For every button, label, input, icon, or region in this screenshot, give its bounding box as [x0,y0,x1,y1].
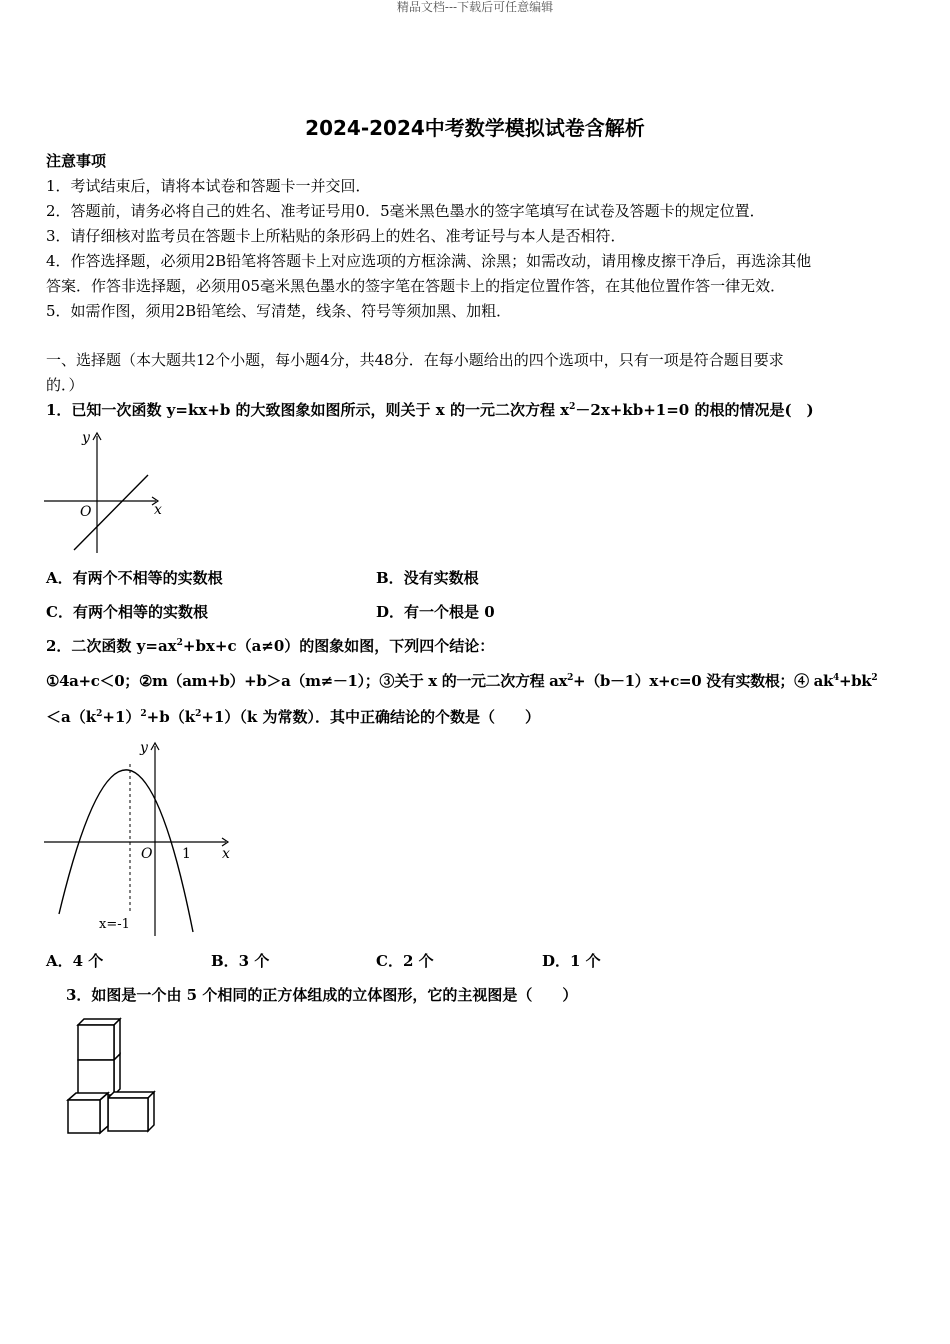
section-heading: 一、选择题（本大题共12个小题，每小题4分，共48分．在每小题给出的四个选项中，只有一项是符合题目要求 [46,351,784,369]
q2-option-d: D．1 个 [542,952,601,970]
q2-parabola-graph [44,736,240,938]
notice-item: 3．请仔细核对监考员在答题卡上所粘贴的条形码上的姓名、准考证号与本人是否相符． [46,227,626,245]
y-axis-label: y [82,430,90,446]
q1-option-b: B．没有实数根 [376,569,479,587]
q2-conclusions-cont: $<a(k^2+1)^2+b(k^2+1)(k$ 为常数）．其中正确结论的个数是（ ） [46,708,541,726]
notice-item: 4．作答选择题，必须用2B铅笔将答题卡上对应选项的方框涂满、涂黑；如需改动，请用橡皮擦干净后，再选涂其他 [46,252,812,270]
origin-label: O [80,504,92,520]
section-heading-cont: 的．） [46,376,84,394]
notice-item: 5．如需作图，须用2B铅笔绘、写清楚，线条、符号等须加黑、加粗． [46,302,512,320]
q2-option-c: C．2 个 [376,952,434,970]
origin-label: O [141,846,153,862]
page-title: 2024-2024中考数学模拟试卷含解析 [305,116,645,140]
q2-option-a: A．4 个 [46,952,104,970]
q3-cube-figure [58,1013,162,1141]
q2-stem: 2．二次函数 $y=ax^2+bx+c(a\ne 0)$的图象如图，下列四个结论： [46,637,495,655]
symmetry-axis-label: x=-1 [99,917,130,932]
q2-conclusions: ①4a+c＜0；②m（am+b）+b＞a（m≠－1）；③关于 x 的一元二次方程 $ax^2+(b-1)x+c=0$ 没有实数根；④ $ak^4+bk^2$ [46,672,878,690]
notice-heading: 注意事项 [46,152,107,170]
notice-item: 2．答题前，请务必将自己的姓名、准考证号用0．5毫米黑色墨水的签字笔填写在试卷及答题卡的规定位置． [46,202,765,220]
q1-stem: 1．已知一次函数 y=kx+b 的大致图象如图所示，则关于 x 的一元二次方程 $x^2-2x+kb+1=0$ 的根的情况是( ) [46,401,814,419]
q3-stem: 3．如图是一个由 5 个相同的正方体组成的立体图形，它的主视图是（ ） [66,986,578,1004]
page-header-note: 精品文档---下载后可任意编辑 [396,0,554,14]
x-axis-label: x [154,502,162,518]
cube-stack [68,1019,154,1133]
q2-option-b: B．3 个 [211,952,270,970]
q1-linear-graph [44,428,170,556]
notice-item: 答案．作答非选择题，必须用05毫米黑色墨水的签字笔在答题卡上的指定位置作答，在其他位置作答一律无效． [46,277,786,295]
y-axis-label: y [140,740,148,756]
x-axis-label: x [222,846,230,862]
q1-option-d: D．有一个根是 0 [376,603,495,621]
parabola-curve [59,770,193,932]
q1-option-a: A．有两个不相等的实数根 [46,569,223,587]
q1-option-c: C．有两个相等的实数根 [46,603,208,621]
tick-label-one: 1 [182,846,191,862]
notice-item: 1．考试结束后，请将本试卷和答题卡一并交回． [46,177,371,195]
